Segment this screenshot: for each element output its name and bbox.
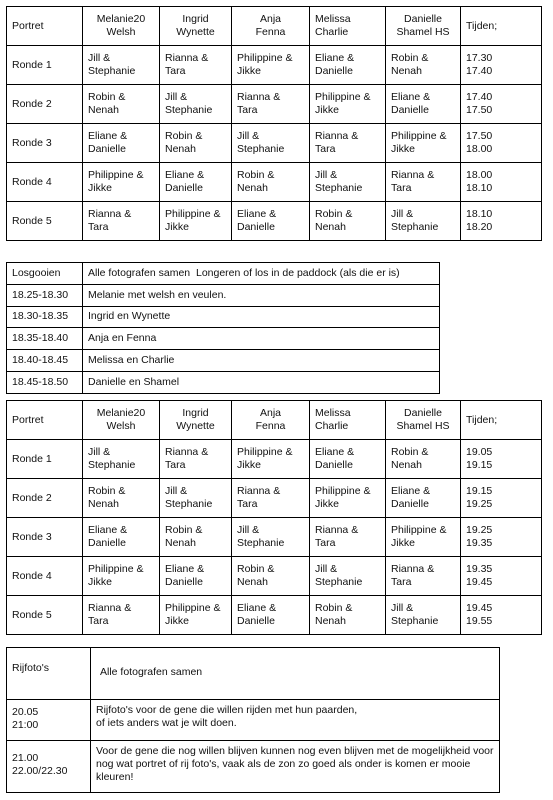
table-cell: Eliane & Danielle: [160, 557, 232, 596]
table-cell: Philippine & Jikke: [160, 202, 232, 241]
table-cell: Melissa en Charlie: [83, 350, 440, 372]
table-cell: Philippine & Jikke: [232, 46, 310, 85]
table-cell: Robin & Nenah: [83, 85, 160, 124]
header-cell: Ingrid Wynette: [160, 401, 232, 440]
table-header-row: [7, 648, 500, 700]
table-cell: Philippine & Jikke: [386, 124, 461, 163]
table-cell: Eliane & Danielle: [160, 163, 232, 202]
table-row: [7, 518, 542, 557]
table-row: [7, 371, 440, 393]
table-row: [7, 741, 500, 793]
time-cell: 20.05 21:00: [7, 700, 91, 741]
table-cell: Robin & Nenah: [160, 124, 232, 163]
time-cell: 18.35-18.40: [7, 328, 83, 350]
table-cell: Robin & Nenah: [232, 557, 310, 596]
table-cell: Jill & Stephanie: [232, 518, 310, 557]
header-cell: Anja Fenna: [232, 401, 310, 440]
time-cell: 18.45-18.50: [7, 371, 83, 393]
time-cell: 18.25-18.30: [7, 284, 83, 306]
time-cell: 18.40-18.45: [7, 350, 83, 372]
table-cell: Philippine & Jikke: [310, 479, 386, 518]
table-cell: Ronde 2: [7, 479, 83, 518]
time-cell: 19.15 19.25: [461, 479, 542, 518]
table-cell: Jill & Stephanie: [83, 46, 160, 85]
table-cell: Rianna & Tara: [386, 557, 461, 596]
header-cell: Rijfoto's: [7, 648, 91, 700]
table-cell: Anja en Fenna: [83, 328, 440, 350]
table-cell: Melanie met welsh en veulen.: [83, 284, 440, 306]
table-cell: Rianna & Tara: [232, 85, 310, 124]
time-cell: 18.10 18.20: [461, 202, 542, 241]
table-cell: Philippine & Jikke: [83, 163, 160, 202]
header-cell: Tijden;: [461, 401, 542, 440]
table-cell: Robin & Nenah: [386, 46, 461, 85]
table-cell: Ronde 3: [7, 518, 83, 557]
table-cell: Ronde 4: [7, 557, 83, 596]
schedule-table-1: [6, 6, 542, 241]
table-row: [7, 328, 440, 350]
table-cell: Philippine & Jikke: [386, 518, 461, 557]
table-row: [7, 202, 542, 241]
time-cell: 19.05 19.15: [461, 440, 542, 479]
header-cell: Melanie20 Welsh: [83, 7, 160, 46]
table-cell: Jill & Stephanie: [160, 85, 232, 124]
time-cell: 17.30 17.40: [461, 46, 542, 85]
table-cell: Voor de gene die nog willen blijven kunnen nog even blijven met de mogelijkheid voor nog wat portret of rij foto's, vaak als de zon zo goed als onder is komen er mooie kleuren!: [91, 741, 500, 793]
table-cell: Ronde 1: [7, 440, 83, 479]
table-cell: Rijfoto's voor de gene die willen rijden met hun paarden, of iets anders wat je wilt doen.: [91, 700, 500, 741]
header-cell: Portret: [7, 401, 83, 440]
losgooien-table: [6, 262, 440, 394]
table-cell: Jill & Stephanie: [232, 124, 310, 163]
table-cell: Rianna & Tara: [386, 163, 461, 202]
table-row: [7, 85, 542, 124]
table-row: [7, 163, 542, 202]
table-cell: Ingrid en Wynette: [83, 306, 440, 328]
table-cell: Jill & Stephanie: [386, 202, 461, 241]
table-cell: Eliane & Danielle: [310, 440, 386, 479]
table-cell: Eliane & Danielle: [232, 596, 310, 635]
header-cell: Melanie20 Welsh: [83, 401, 160, 440]
table-cell: Rianna & Tara: [310, 124, 386, 163]
table-cell: Ronde 1: [7, 46, 83, 85]
table-cell: Eliane & Danielle: [232, 202, 310, 241]
header-cell: Tijden;: [461, 7, 542, 46]
header-cell: Danielle Shamel HS: [386, 7, 461, 46]
table-row: [7, 479, 542, 518]
table-cell: Philippine & Jikke: [160, 596, 232, 635]
table-cell: Eliane & Danielle: [83, 124, 160, 163]
table-cell: Rianna & Tara: [232, 479, 310, 518]
time-cell: 19.25 19.35: [461, 518, 542, 557]
table-cell: Philippine & Jikke: [83, 557, 160, 596]
header-cell: Alle fotografen samen: [91, 648, 500, 700]
table-row: [7, 46, 542, 85]
table-cell: Philippine & Jikke: [310, 85, 386, 124]
time-cell: 19.35 19.45: [461, 557, 542, 596]
schedule-table-2: [6, 400, 542, 635]
time-cell: 19.45 19.55: [461, 596, 542, 635]
table-cell: Robin & Nenah: [83, 479, 160, 518]
table-row: [7, 124, 542, 163]
rijfotos-table: [6, 647, 500, 793]
table-cell: Rianna & Tara: [160, 46, 232, 85]
header-cell: Danielle Shamel HS: [386, 401, 461, 440]
table-cell: Jill & Stephanie: [310, 163, 386, 202]
header-cell: Losgooien: [7, 263, 83, 285]
header-cell: Anja Fenna: [232, 7, 310, 46]
table-cell: Ronde 2: [7, 85, 83, 124]
table-row: [7, 700, 500, 741]
header-cell: Portret: [7, 7, 83, 46]
table-cell: Robin & Nenah: [386, 440, 461, 479]
time-cell: 17.50 18.00: [461, 124, 542, 163]
table-header-row: [7, 401, 542, 440]
table-cell: Robin & Nenah: [310, 202, 386, 241]
table-row: [7, 284, 440, 306]
time-cell: 17.40 17.50: [461, 85, 542, 124]
table-cell: Rianna & Tara: [310, 518, 386, 557]
table-cell: Robin & Nenah: [232, 163, 310, 202]
table-row: [7, 350, 440, 372]
header-cell: Melissa Charlie: [310, 401, 386, 440]
header-cell: Melissa Charlie: [310, 7, 386, 46]
header-cell: Ingrid Wynette: [160, 7, 232, 46]
time-cell: 18.00 18.10: [461, 163, 542, 202]
table-cell: Eliane & Danielle: [83, 518, 160, 557]
table-row: [7, 440, 542, 479]
table-cell: Ronde 5: [7, 596, 83, 635]
table-cell: Rianna & Tara: [160, 440, 232, 479]
table-row: [7, 557, 542, 596]
table-cell: Robin & Nenah: [160, 518, 232, 557]
table-cell: Jill & Stephanie: [83, 440, 160, 479]
table-cell: Jill & Stephanie: [160, 479, 232, 518]
time-cell: 21.00 22.00/22.30: [7, 741, 91, 793]
table-cell: Eliane & Danielle: [310, 46, 386, 85]
table-cell: Ronde 5: [7, 202, 83, 241]
table-cell: Jill & Stephanie: [386, 596, 461, 635]
table-cell: Danielle en Shamel: [83, 371, 440, 393]
table-header-row: [7, 7, 542, 46]
table-cell: Eliane & Danielle: [386, 85, 461, 124]
table-cell: Ronde 4: [7, 163, 83, 202]
table-cell: Robin & Nenah: [310, 596, 386, 635]
table-cell: Rianna & Tara: [83, 202, 160, 241]
header-cell: Alle fotografen samen Longeren of los in de paddock (als die er is): [83, 263, 440, 285]
table-cell: Eliane & Danielle: [386, 479, 461, 518]
table-header-row: [7, 263, 440, 285]
table-cell: Ronde 3: [7, 124, 83, 163]
table-cell: Jill & Stephanie: [310, 557, 386, 596]
table-row: [7, 306, 440, 328]
table-row: [7, 596, 542, 635]
time-cell: 18.30-18.35: [7, 306, 83, 328]
table-cell: Rianna & Tara: [83, 596, 160, 635]
table-cell: Philippine & Jikke: [232, 440, 310, 479]
